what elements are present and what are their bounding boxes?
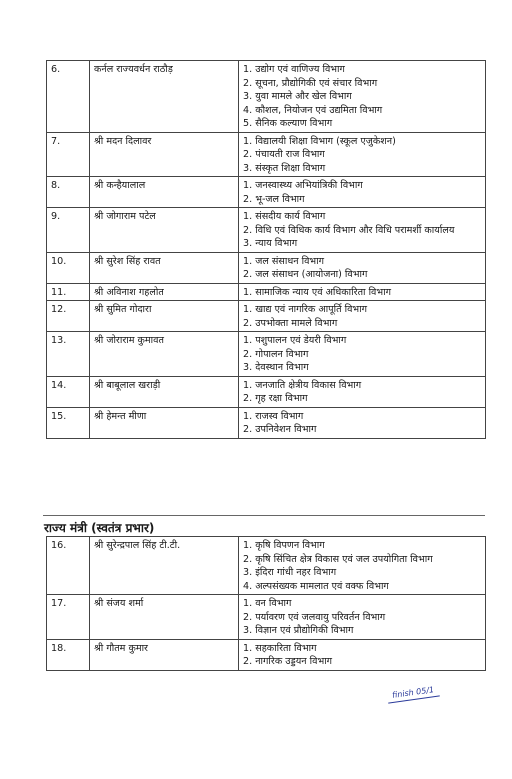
minister-name: श्री गौतम कुमार <box>90 639 239 670</box>
department-item: 2. विधि एवं विधिक कार्य विभाग और विधि परामर्शी कार्यालय <box>243 224 455 236</box>
handwritten-signature: finish 05/1 <box>391 685 435 700</box>
department-item: 2. उपनिवेशन विभाग <box>243 424 317 435</box>
department-list <box>239 376 486 407</box>
department-item: 1. जल संसाधन विभाग <box>243 255 325 267</box>
department-item: 1. वन विभाग <box>243 598 292 609</box>
department-list <box>239 177 486 208</box>
ministers-table-top <box>46 60 486 439</box>
minister-name: श्री सुमित गोदारा <box>90 301 239 332</box>
table-row <box>47 252 486 283</box>
department-item: 2. पंचायती राज विभाग <box>243 149 325 160</box>
department-list <box>239 639 486 670</box>
minister-name: कर्नल राज्यवर्धन राठौड़ <box>90 61 239 133</box>
minister-name: श्री जोराराम कुमावत <box>90 332 239 377</box>
department-item: 1. पशुपालन एवं डेयरी विभाग <box>243 335 347 346</box>
table-row <box>47 639 486 670</box>
minister-name: श्री मदन दिलावर <box>90 132 239 177</box>
serial-number: 12. <box>47 301 90 332</box>
table-row <box>47 208 486 253</box>
department-list <box>239 537 486 595</box>
table-row <box>47 332 486 377</box>
table-row <box>47 537 486 595</box>
department-item: 1. उद्योग एवं वाणिज्य विभाग <box>243 64 345 75</box>
department-item: 2. जल संसाधन (आयोजना) विभाग <box>243 269 368 280</box>
table-row <box>47 376 486 407</box>
serial-number: 15. <box>47 407 90 438</box>
department-list <box>239 301 486 332</box>
section-divider <box>43 515 485 516</box>
department-item: 3. देवस्थान विभाग <box>243 362 309 373</box>
department-item: 1. कृषि विपणन विभाग <box>243 540 325 551</box>
minister-name: श्री अविनाश गहलोत <box>90 283 239 301</box>
section-title: राज्य मंत्री (स्वतंत्र प्रभार) <box>44 521 155 535</box>
serial-number: 9. <box>47 208 90 253</box>
serial-number: 10. <box>47 252 90 283</box>
table-row <box>47 301 486 332</box>
table-row <box>47 177 486 208</box>
minister-name: श्री बाबूलाल खराड़ी <box>90 376 239 407</box>
department-item: 1. विद्यालयी शिक्षा विभाग (स्कूल एजुकेशन) <box>243 135 396 147</box>
ministers-table-bottom <box>46 536 486 671</box>
table-row <box>47 132 486 177</box>
department-item: 3. संस्कृत शिक्षा विभाग <box>243 162 326 174</box>
department-item: 2. सूचना, प्रौद्योगिकी एवं संचार विभाग <box>243 77 378 89</box>
department-item: 1. सामाजिक न्याय एवं अधिकारिता विभाग <box>243 286 392 298</box>
department-item: 5. सैनिक कल्याण विभाग <box>243 118 333 129</box>
department-item: 3. इंदिरा गांधी नहर विभाग <box>243 567 337 578</box>
serial-number: 14. <box>47 376 90 407</box>
department-item: 1. जनजाति क्षेत्रीय विकास विभाग <box>243 379 362 391</box>
table-row <box>47 407 486 438</box>
table-row <box>47 283 486 301</box>
serial-number: 6. <box>47 61 90 133</box>
minister-name: श्री सुरेश सिंह रावत <box>90 252 239 283</box>
department-item: 2. भू-जल विभाग <box>243 193 305 205</box>
department-item: 2. कृषि सिंचित क्षेत्र विकास एवं जल उपयोगिता विभाग <box>243 553 433 565</box>
department-list <box>239 61 486 133</box>
department-item: 2. उपभोक्ता मामले विभाग <box>243 317 338 329</box>
department-list <box>239 407 486 438</box>
minister-name: श्री हेमन्त मीणा <box>90 407 239 438</box>
department-item: 1. खाद्य एवं नागरिक आपूर्ति विभाग <box>243 304 368 315</box>
serial-number: 16. <box>47 537 90 595</box>
table-row <box>47 595 486 640</box>
minister-name: श्री संजय शर्मा <box>90 595 239 640</box>
serial-number: 11. <box>47 283 90 301</box>
department-item: 2. नागरिक उड्डयन विभाग <box>243 656 333 667</box>
department-item: 1. राजस्व विभाग <box>243 410 304 422</box>
department-item: 4. अल्पसंख्यक मामलात एवं वक्फ विभाग <box>243 580 389 592</box>
serial-number: 17. <box>47 595 90 640</box>
minister-name: श्री सुरेन्द्रपाल सिंह टी.टी. <box>90 537 239 595</box>
serial-number: 18. <box>47 639 90 670</box>
minister-name: श्री कन्हैयालाल <box>90 177 239 208</box>
department-item: 3. युवा मामले और खेल विभाग <box>243 91 352 102</box>
table-row <box>47 61 486 133</box>
department-item: 4. कौशल, नियोजन एवं उद्यमिता विभाग <box>243 104 383 116</box>
department-list <box>239 283 486 301</box>
serial-number: 8. <box>47 177 90 208</box>
department-item: 1. संसदीय कार्य विभाग <box>243 211 326 222</box>
department-item: 1. सहकारिता विभाग <box>243 642 317 654</box>
department-list <box>239 332 486 377</box>
department-list <box>239 595 486 640</box>
department-list <box>239 132 486 177</box>
department-item: 2. पर्यावरण एवं जलवायु परिवर्तन विभाग <box>243 611 386 623</box>
department-item: 3. न्याय विभाग <box>243 238 298 249</box>
department-item: 1. जनस्वास्थ्य अभियांत्रिकी विभाग <box>243 180 363 191</box>
department-item: 2. गृह रक्षा विभाग <box>243 393 308 404</box>
department-item: 2. गोपालन विभाग <box>243 348 309 360</box>
serial-number: 7. <box>47 132 90 177</box>
serial-number: 13. <box>47 332 90 377</box>
minister-name: श्री जोगाराम पटेल <box>90 208 239 253</box>
department-item: 3. विज्ञान एवं प्रौद्योगिकी विभाग <box>243 625 354 636</box>
department-list <box>239 252 486 283</box>
department-list <box>239 208 486 253</box>
